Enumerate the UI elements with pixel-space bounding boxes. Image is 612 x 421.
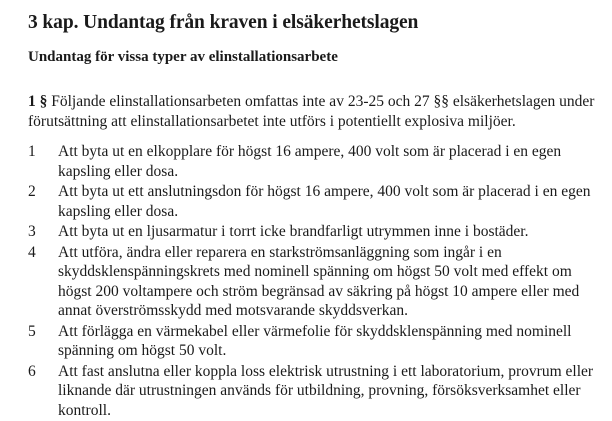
list-item (28, 182, 608, 221)
list-item (28, 322, 608, 361)
item-number: 4 (28, 243, 36, 261)
item-text: Att fast anslutna eller koppla loss elektrisk utrustning i ett laboratorium, provrum eller liknande där utrustningen används för utbildning, provning, försöksverksamhet eller kontroll. (58, 362, 594, 419)
section-heading: Undantag för vissa typer av elinstallationsarbete (28, 49, 338, 65)
list-item (28, 222, 608, 242)
intro-paragraph (28, 92, 608, 132)
paragraph-text: Följande elinstallationsarbeten omfattas inte av 23-25 och 27 §§ elsäkerhetslagen under förutsättning att elinstallationsarbetet inte utförs i potentiellt explosiva miljöer. (28, 93, 595, 130)
list-item (28, 362, 608, 421)
item-number: 6 (28, 362, 36, 380)
item-number: 3 (28, 223, 36, 240)
item-text: Att byta ut en elkopplare för högst 16 ampere, 400 volt som är placerad i en egen kapsling eller dosa. (58, 143, 562, 180)
list-item (28, 142, 608, 181)
item-number: 2 (28, 183, 36, 200)
chapter-title: 3 kap. Undantag från kraven i elsäkerhetslagen (28, 12, 419, 33)
section-mark: 1 § (28, 93, 48, 110)
item-text: Att utföra, ändra eller reparera en starkströmsanläggning som ingår i en skyddsklenspänningskrets med nominell spänning om högst 50 volt med effekt om högst 200 voltampere och ström begränsad av säkring på högst 10 ampere eller med annat överströmsskydd med motsvarande skyddsverkan. (58, 243, 580, 319)
exemption-list (28, 142, 608, 421)
item-number: 1 (28, 143, 36, 160)
list-item (28, 243, 608, 321)
item-text: Att byta ut ett anslutningsdon för högst 16 ampere, 400 volt som är placerad i en egen kapsling eller dosa. (58, 183, 591, 220)
item-text: Att förlägga en värmekabel eller värmefolie för skyddsklenspänning med nominell spänning om högst 50 volt. (58, 322, 572, 359)
item-text: Att byta ut en ljusarmatur i torrt icke brandfarligt utrymmen inne i bostäder. (58, 223, 529, 240)
item-number: 5 (28, 322, 36, 340)
